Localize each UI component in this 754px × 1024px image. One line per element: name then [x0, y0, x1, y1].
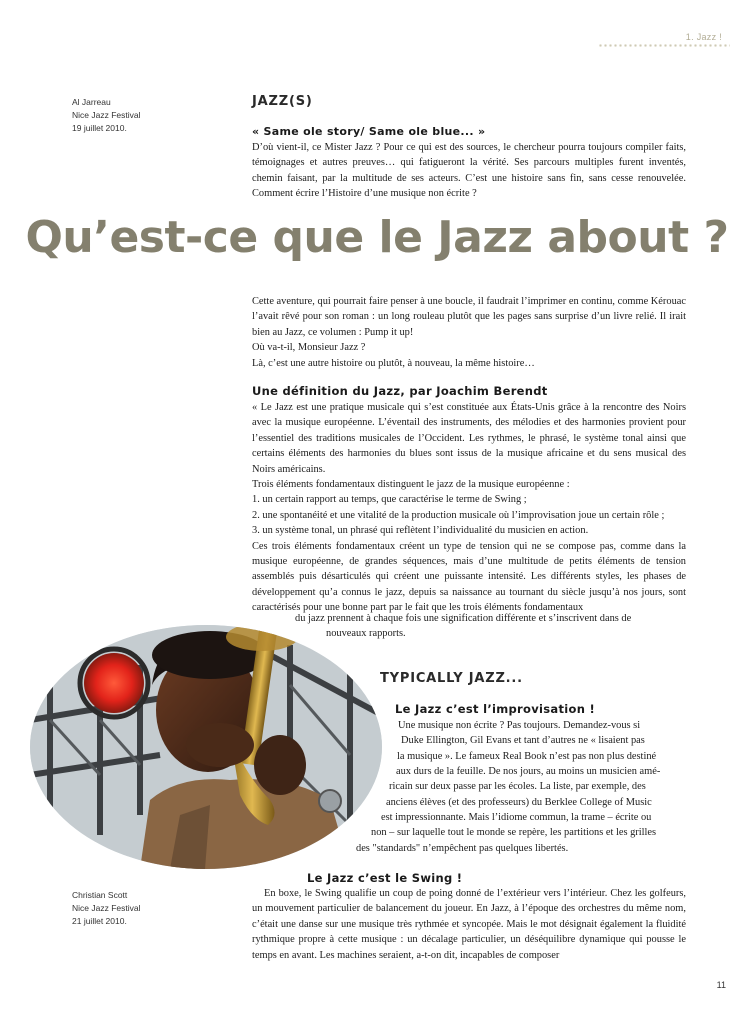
impro-line: aux durs de la feuille. De nos jours, au moins un musicien amé-: [396, 766, 661, 777]
impro-line: la musique ». Le fameux Real Book n’est pas non plus destiné: [397, 751, 657, 762]
page-title: Qu’est-ce que le Jazz about ?: [25, 212, 729, 263]
section-intro-paragraph: [252, 140, 686, 202]
paragraph: « Le Jazz est une pratique musicale qui s’est constituée aux États-Unis grâce à la rencontre des Noirs avec la musique européenne. L’éventail des instruments, des mélodies et des harmonies provient pour l’essentiel des traditions musicales de l’Occident. Les rythmes, le phrasé, le système tonal ainsi que certains éléments des harmonies du blues sont issus de la musique africaine et du sens musical des Noirs américains.: [252, 402, 686, 475]
impro-line: ricain sur deux passe par les écoles. La liste, par exemple, des: [389, 781, 646, 792]
section-title-jazzs: JAZZ(S): [252, 94, 313, 109]
photo-trumpet-player: [30, 625, 382, 869]
impro-line: Duke Ellington, Gil Evans et tant d’autres ne « lisaient pas: [401, 735, 645, 746]
caption-line: Nice Jazz Festival: [72, 903, 141, 913]
caption-line: Christian Scott: [72, 890, 128, 900]
section-title-typically-jazz: TYPICALLY JAZZ...: [380, 671, 523, 686]
running-head: 1. Jazz !: [685, 32, 722, 42]
caption-line: Nice Jazz Festival: [72, 110, 141, 120]
impro-line: des "standards" n’empêchent pas quelques libertés.: [356, 843, 569, 854]
swing-text: [252, 886, 686, 963]
paragraph: Ces trois éléments fondamentaux créent un type de tension qui ne se compose pas, comme dans la musique européenne, de grandes séquences, mais d’une multitude de petits éléments de tension assemblés puis désarticulés qui créent une puissante intensité. Les différents styles, les phases de développement qu’a connus le jazz, depuis sa naissance au tournant du siècle jusqu’à nos jours, sont caractérisés pour une bonne part par le fait que les trois éléments fondamentaux: [252, 540, 686, 614]
swing-title: Le Jazz c’est le Swing !: [307, 871, 463, 885]
paragraph: En boxe, le Swing qualifie un coup de poing donné de l’extérieur vers l’intérieur. Chez les golfeurs, un mouvement particulier de balancement du joueur. En Jazz, à l’époque des orchestres du même nom, c’était une danse sur une musique très rythmée et syncopée. Mais le mot désignait également la fluidité rythmique propre à cette musique : un décalage particulier, un déséquilibre dynamique qui pousse le temps en avant. Les machines seraient, a-t-on dit, incapables de composer: [252, 888, 686, 961]
list-item: 1. un certain rapport au temps, que caractérise le terme de Swing ;: [252, 494, 527, 506]
decorative-dot-rule: [598, 44, 730, 47]
definition-closing-line: nouveaux rapports.: [326, 628, 406, 639]
definition-title: Une définition du Jazz, par Joachim Berendt: [252, 384, 548, 398]
list-item: 3. un système tonal, un phrasé qui reflètent l’individualité du musicien en action.: [252, 525, 589, 537]
paragraph: Où va-t-il, Monsieur Jazz ?: [252, 342, 366, 354]
definition-text: [252, 400, 686, 616]
paragraph: Là, c’est une autre histoire ou plutôt, à nouveau, la même histoire…: [252, 357, 535, 369]
intro-text: [252, 294, 686, 371]
photo-caption-top: [72, 96, 141, 135]
impro-line: est impressionnante. Mais l’idiome commun, la trame – écrite ou: [381, 812, 652, 823]
impro-line: non – sur laquelle tout le monde se repère, les partitions et les grilles: [371, 827, 657, 838]
list-item: 2. une spontanéité et une vitalité de la production musicale où l’improvisation joue un certain rôle ;: [252, 509, 665, 521]
photo-illustration: [30, 625, 382, 869]
impro-line: Une musique non écrite ? Pas toujours. Demandez-vous si: [398, 720, 641, 731]
photo-caption-bottom: [72, 889, 141, 928]
caption-line: Al Jarreau: [72, 97, 111, 107]
paragraph: Trois éléments fondamentaux distinguent le jazz de la musique européenne :: [252, 479, 570, 491]
impro-line: anciens élèves (et des professeurs) du Berklee College of Music: [386, 797, 652, 808]
improvisation-title: Le Jazz c’est l’improvisation !: [395, 702, 596, 716]
paragraph: Cette aventure, qui pourrait faire penser à une boucle, il faudrait l’imprimer en continu, comme Kérouac l’avait rêvé pour son roman : un long rouleau plutôt que les pages sans surprise d’un livre relié. Il irait bien au Jazz, ce volumen : Pump it up!: [252, 296, 686, 338]
definition-closing-line: du jazz prennent à chaque fois une signification différente et s’inscrivent dans de: [295, 613, 632, 624]
caption-line: 21 juillet 2010.: [72, 916, 127, 926]
paragraph: D’où vient-il, ce Mister Jazz ? Pour ce qui est des sources, le chercheur pourra toujours compiler faits, témoignages et autres preuves… qui fatigueront la vérité. Ses parcours multiples furent inventés, chemin faisant, par la multitude de ses acteurs. C’est une histoire sans fin, sans cesse renouvelée. Comment écrire l’Histoire d’une musique non écrite ?: [252, 142, 686, 200]
caption-line: 19 juillet 2010.: [72, 123, 127, 133]
section-subtitle-same-ole-story: « Same ole story/ Same ole blue... »: [252, 125, 486, 138]
page-number: 11: [716, 980, 726, 990]
